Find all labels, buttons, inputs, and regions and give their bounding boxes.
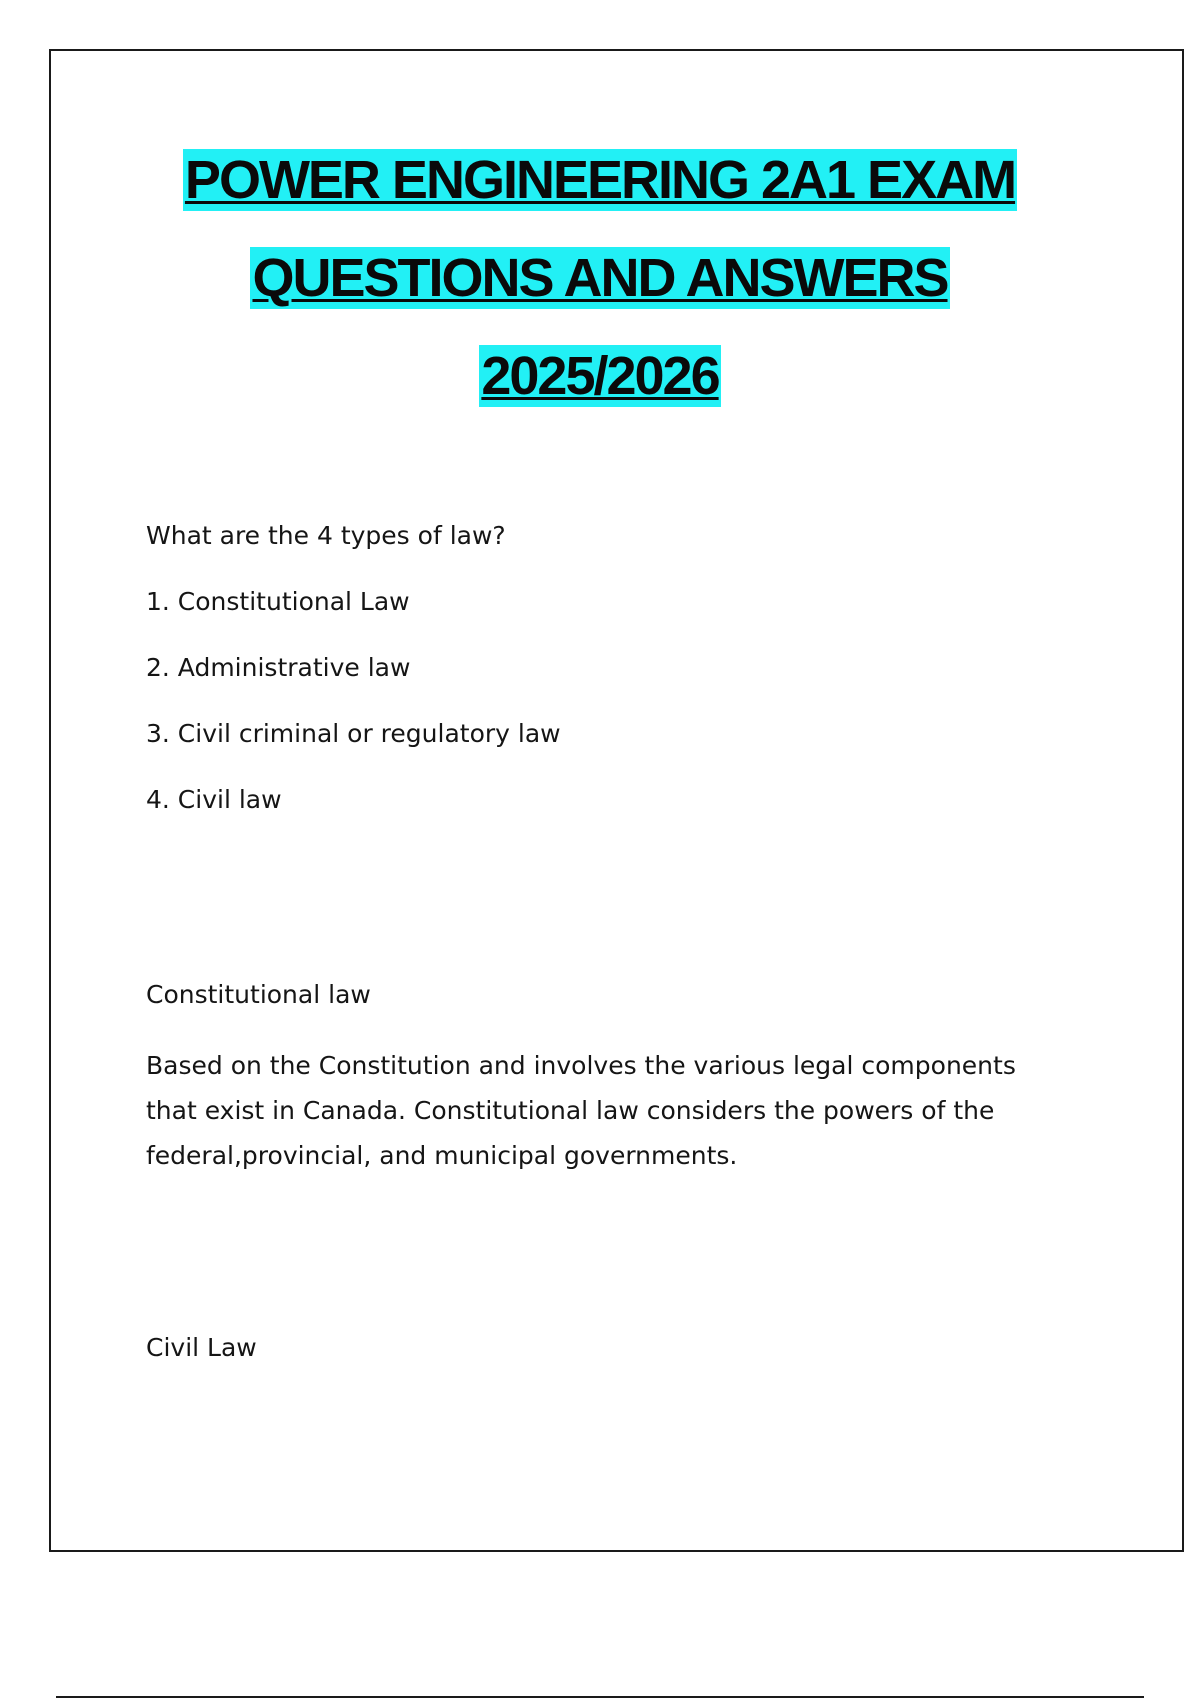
term-section-constitutional [146,977,1086,1178]
definition-line-2: that exist in Canada. Constitutional law considers the powers of the [146,1096,995,1125]
definition-line-3: federal,provincial, and municipal governments. [146,1141,738,1170]
answer-item-2: 2. Administrative law [146,653,411,682]
term-heading: Constitutional law [146,980,371,1009]
title-text-3: 2025/2026 [481,346,719,406]
question-section [146,518,1086,848]
document-title [0,145,1200,439]
answer-item-1: 1. Constitutional Law [146,587,410,616]
term-heading: Civil Law [146,1333,257,1362]
answer-item-3: 3. Civil criminal or regulatory law [146,719,561,748]
question-text: What are the 4 types of law? [146,521,506,550]
title-text-2: QUESTIONS AND ANSWERS [252,248,948,308]
title-line-3 [0,341,1200,439]
definition-line-1: Based on the Constitution and involves the various legal components [146,1051,1016,1080]
answer-item-4: 4. Civil law [146,785,282,814]
footer-divider [56,1696,1144,1698]
title-line-1 [0,145,1200,243]
title-text-1: POWER ENGINEERING 2A1 EXAM [184,150,1016,210]
term-section-civil [146,1330,1086,1366]
title-line-2 [0,243,1200,341]
